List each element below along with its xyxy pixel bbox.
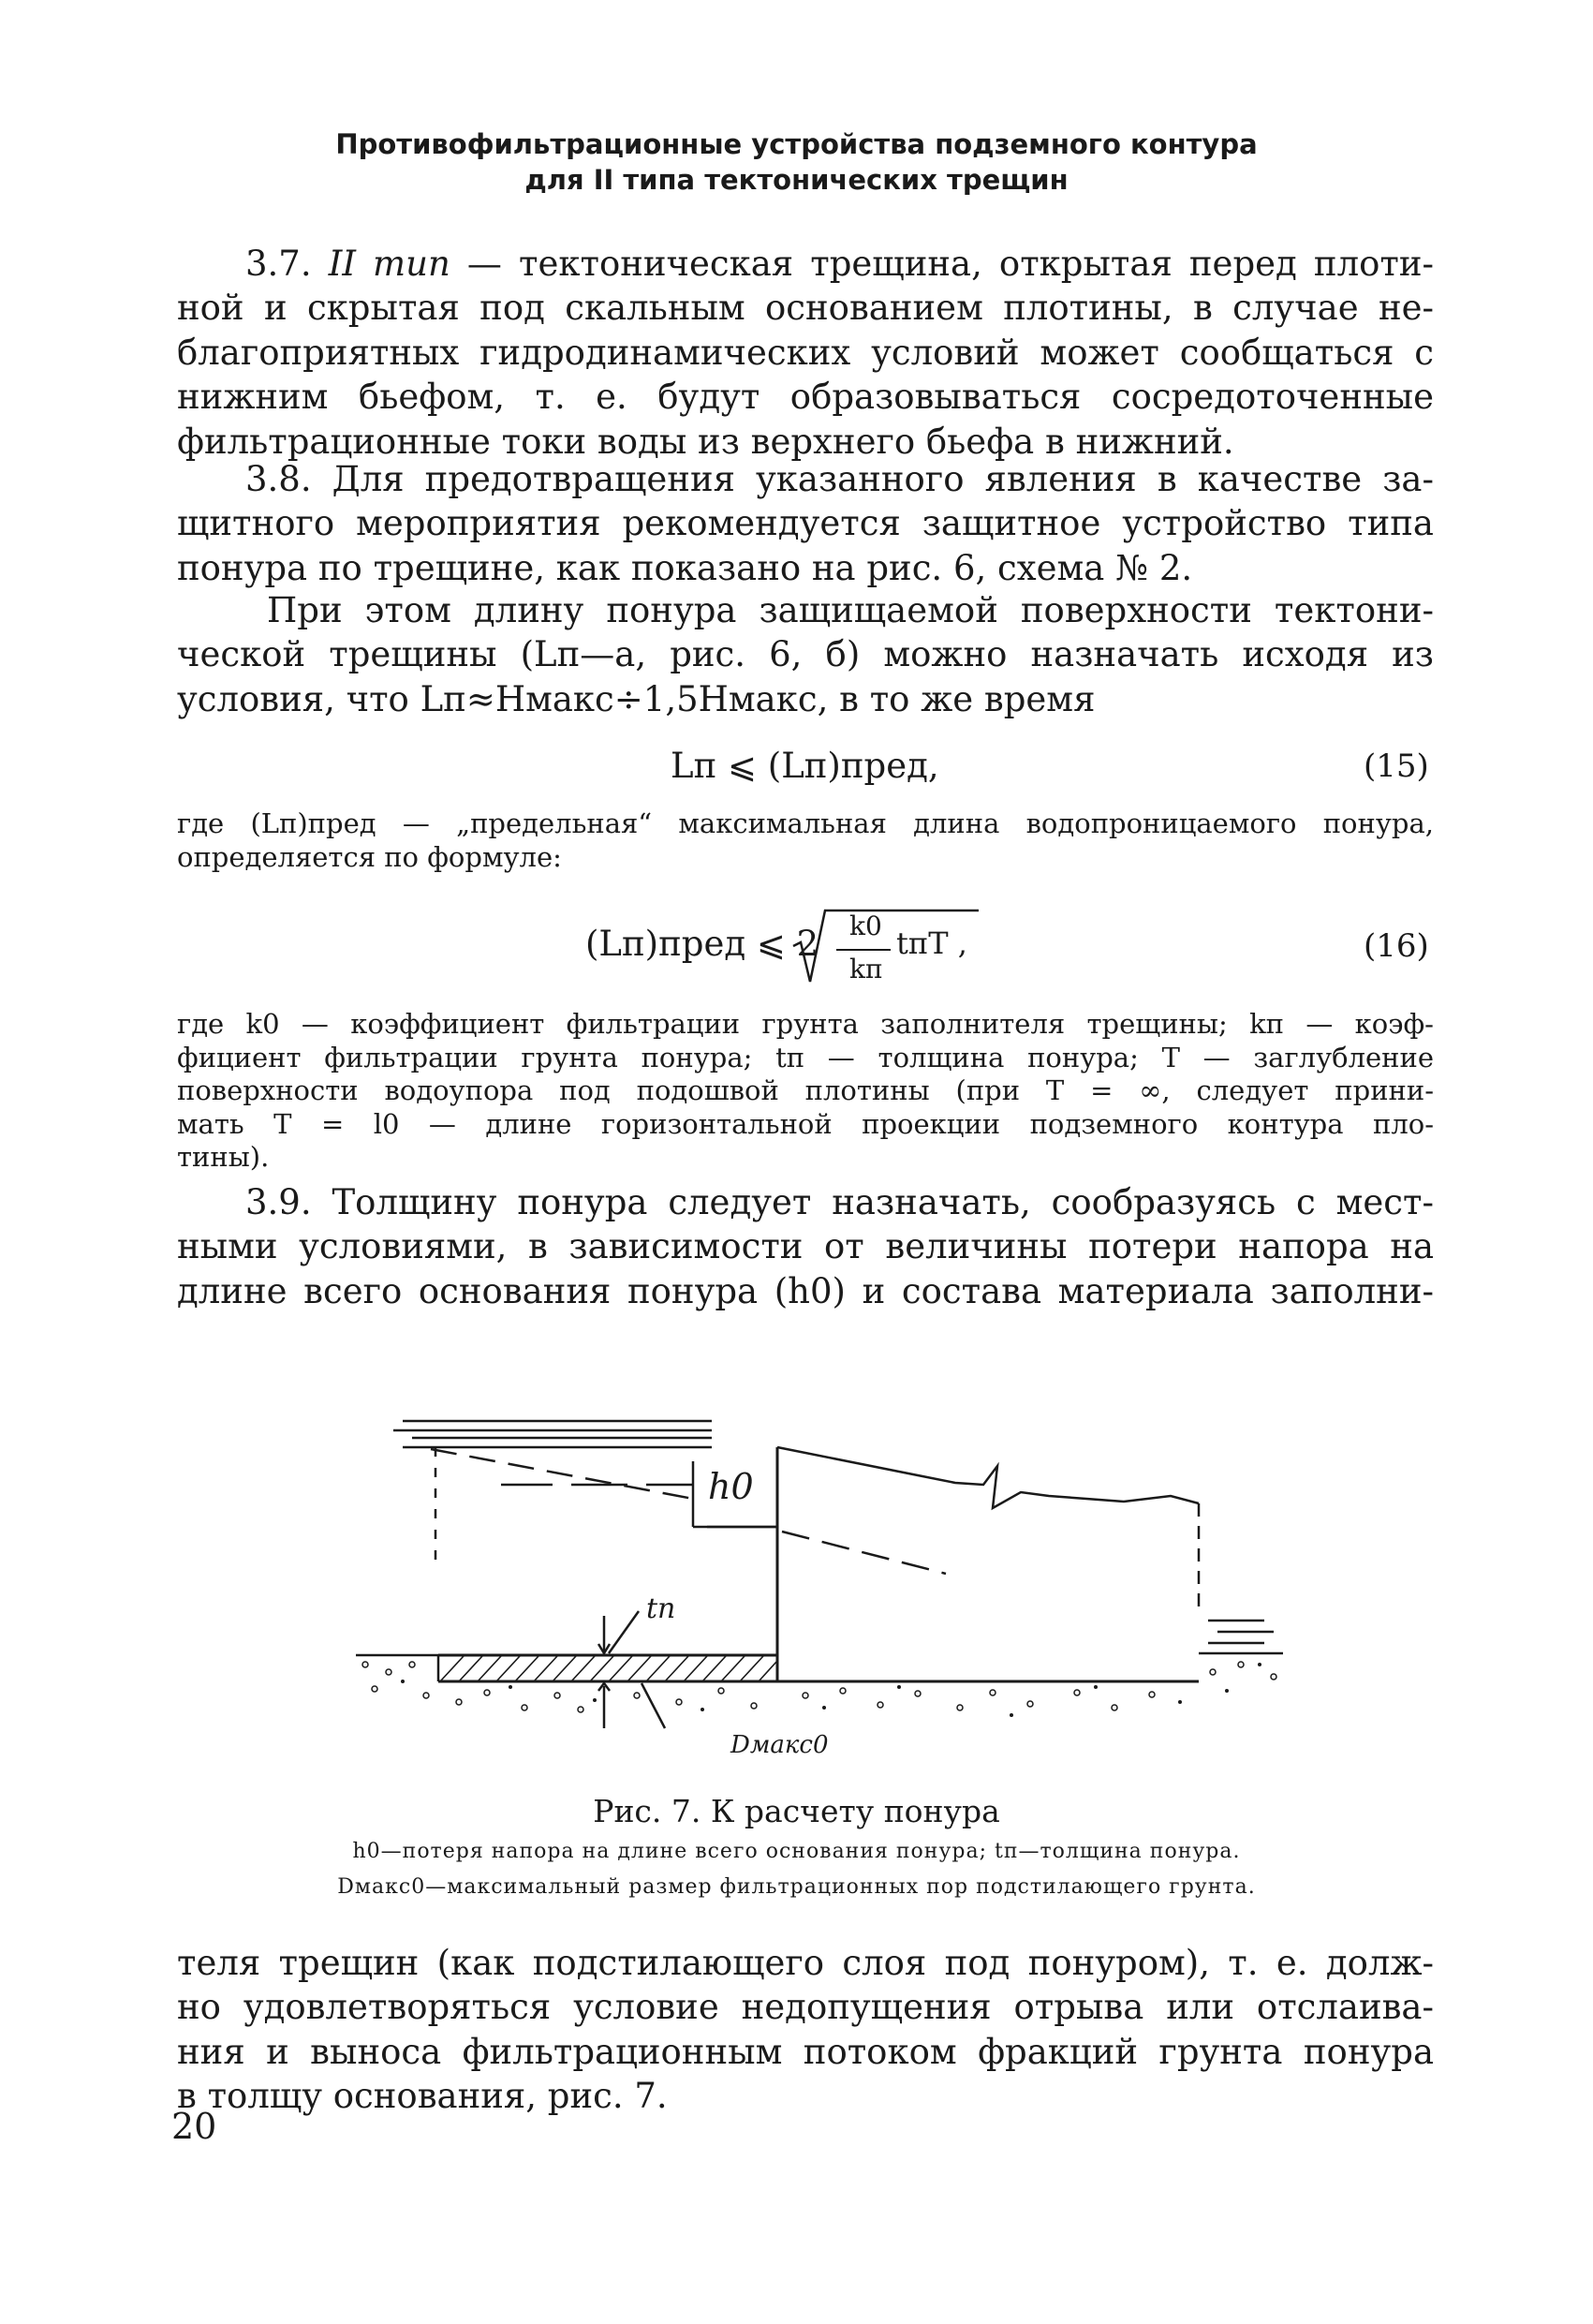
equation-15-number: (15) (1364, 748, 1429, 785)
eq16-rest: tпT , (896, 925, 967, 961)
where-15 (177, 807, 1434, 874)
p39-line-1: 3.9. Толщину понура следует назначать, сообразуясь с мест- (245, 1182, 1434, 1222)
p39end-line-1: теля трещин (как подстилающего слоя под понуром), т. е. долж- (177, 1943, 1434, 1983)
p39end-line-2: но удовлетворяться условие недопущения отрыва или отслаива- (177, 1987, 1434, 2028)
equation-15: Lп ⩽ (Lп)пред, (671, 746, 939, 786)
defs-line-4: мать T = l0 — длине горизонтальной проекции подземного контура пло- (177, 1107, 1434, 1140)
eq16-k0: k0 (849, 910, 882, 941)
figure-caption-2: Dмакс0—максимальный размер фильтрационных пор подстилающего грунта. (337, 1875, 1256, 1899)
p37-type-label: II тип (328, 244, 450, 284)
equation-16-number: (16) (1364, 927, 1429, 965)
where15-line-2: определяется по формуле: (177, 840, 562, 873)
figure-caption-1: h0—потеря напора на длине всего основания понура; tп—толщина понура. (352, 1840, 1241, 1863)
p39-line-2: ными условиями, в зависимости от величины потери напора на (177, 1226, 1434, 1267)
heading-line-1: Противофильтрационные устройства подземного контура (335, 128, 1258, 160)
paragraph-3-7 (177, 242, 1434, 464)
figure-label-h0: h0 (708, 1466, 754, 1507)
p39-line-3: длине всего основания понура (h0) и состава материала заполни- (177, 1270, 1434, 1311)
figure-label-dmax: Dмакс0 (730, 1731, 829, 1759)
p38b-line-3: условия, что Lп≈Hмакс÷1,5Hмакс, в то же время (177, 678, 1096, 719)
p39end-line-4: в толщу основания, рис. 7. (177, 2076, 668, 2117)
p37-number: 3.7. (245, 244, 312, 284)
p37-line-1: — тектоническая трещина, открытая перед плоти- (450, 244, 1434, 284)
eq16-kp: kп (849, 954, 883, 984)
p38-line-3: понура по трещине, как показано на рис. 6, схема № 2. (177, 547, 1193, 588)
defs-line-3: поверхности водоупора под подошвой плотины (при T = ∞, следует прини- (177, 1074, 1434, 1106)
figure-label-tp: tп (646, 1592, 676, 1625)
p37-line-4: нижним бьефом, т. е. будут образовываться сосредоточенные (177, 377, 1434, 418)
p37-line (177, 242, 1434, 286)
p38b-line-2: ческой трещины (Lп—а, рис. 6, б) можно назначать исходя из (177, 634, 1434, 675)
p37-line-2: ной и скрытая под скальным основанием плотины, в случае не- (177, 288, 1434, 329)
heading-line-2: для II типа тектонических трещин (524, 164, 1069, 196)
defs-line-1: где k0 — коэффициент фильтрации грунта заполнителя трещины; kп — коэф- (177, 1008, 1434, 1040)
p37-line-3: благоприятных гидродинамических условий может сообщаться с (177, 332, 1434, 373)
p39end-line-3: ния и выноса фильтрационным потоком фракций грунта понура (177, 2031, 1434, 2072)
section-heading (0, 126, 1593, 198)
equation-16 (585, 907, 1035, 991)
paragraph-3-8 (177, 457, 1434, 590)
where15-line-1: где (Lп)пред — „предельная“ максимальная длина водопроницаемого понура, (177, 807, 1434, 839)
paragraph-3-8-continued (177, 588, 1434, 721)
paragraph-3-9-continued (177, 1941, 1434, 2119)
paragraph-3-9 (177, 1180, 1434, 1313)
figure-title: Рис. 7. К расчету понура (593, 1793, 1000, 1829)
radical-sign-icon (585, 907, 1035, 991)
eq16-lhs: (Lп)пред ⩽ 2 (585, 924, 819, 964)
p38-line-1: 3.8. Для предотвращения указанного явления в качестве за- (245, 459, 1434, 499)
defs-line-5: тины). (177, 1141, 270, 1173)
defs-line-2: фициент фильтрации грунта понура; tп — толщина понура; T — заглубление (177, 1041, 1434, 1073)
p37-line-5: фильтрационные токи воды из верхнего бьефа в нижний. (177, 421, 1234, 462)
page-number: 20 (171, 2106, 217, 2147)
definitions (177, 1008, 1434, 1175)
p38-line-2: щитного мероприятия рекомендуется защитное устройство типа (177, 503, 1434, 544)
p38b-line-1: При этом длину понура защищаемой поверхности тектони- (267, 590, 1434, 630)
figure-7-diagram (337, 1410, 1330, 1766)
